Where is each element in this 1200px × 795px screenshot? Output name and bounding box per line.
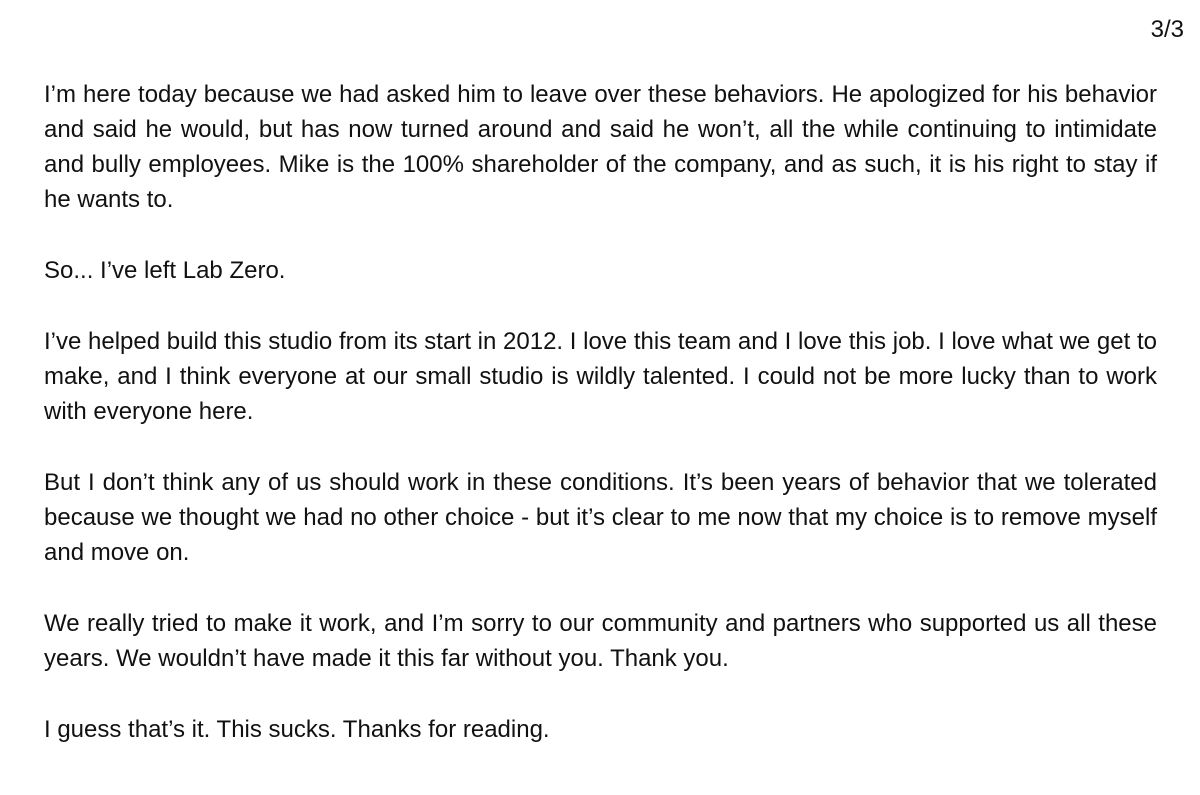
- paragraph-closing: I guess that’s it. This sucks. Thanks for reading.: [44, 716, 550, 743]
- paragraph-working-conditions: But I don’t think any of us should work in these conditions. It’s been years of behavior that we tolerated because we thought we had no other choice - but it’s clear to me now that my choice is to remove myself and move on.: [44, 469, 1157, 566]
- paragraph-leave-request: I’m here today because we had asked him to leave over these behaviors. He apologized for his behavior and said he would, but has now turned around and said he won’t, all the while continuing to intimidate and bully employees. Mike is the 100% shareholder of the company, and as such, it is his right to stay if he wants to.: [44, 81, 1157, 213]
- paragraph-apology-thanks: We really tried to make it work, and I’m sorry to our community and partners who supported us all these years. We wouldn’t have made it this far without you. Thank you.: [44, 610, 1157, 672]
- page-counter: 3/3: [1150, 16, 1184, 43]
- paragraph-studio-history: I’ve helped build this studio from its start in 2012. I love this team and I love this job. I love what we get to make, and I think everyone at our small studio is wildly talented. I could not be more lucky than to work with everyone here.: [44, 328, 1157, 425]
- paragraph-left-lab-zero: So... I’ve left Lab Zero.: [44, 257, 286, 284]
- statement-body: [44, 77, 1157, 747]
